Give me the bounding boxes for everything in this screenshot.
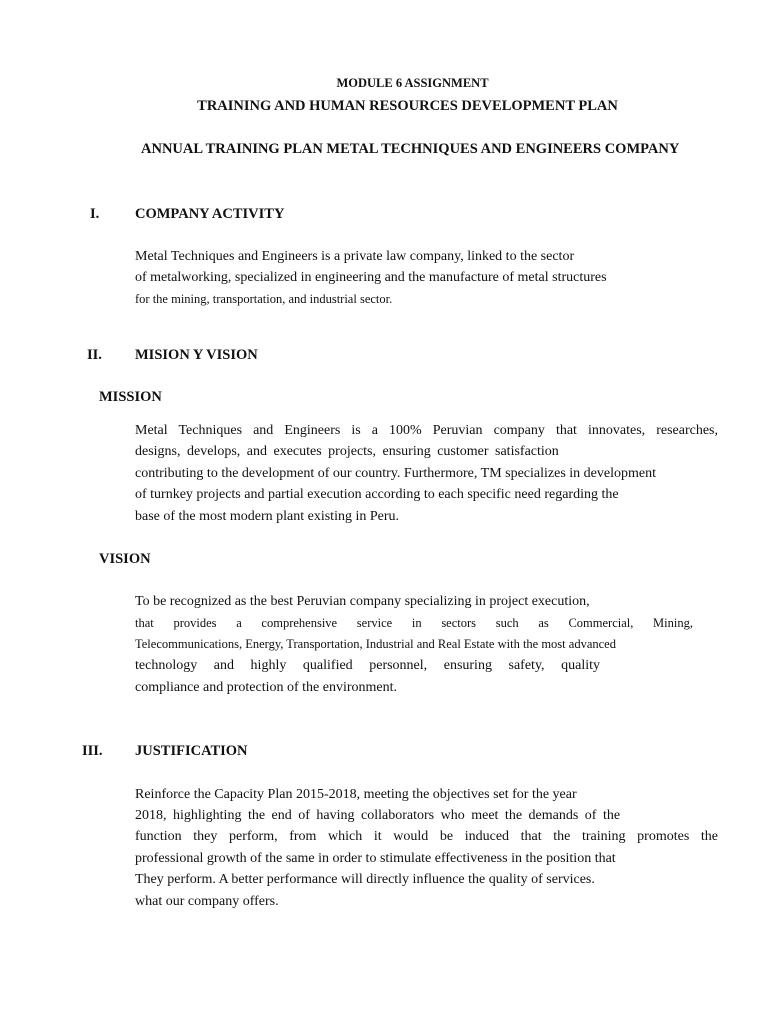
section-heading-mision-vision: MISION Y VISION [135, 347, 258, 363]
paragraph-line: of turnkey projects and partial execution according to each specific need regarding the [135, 487, 619, 502]
paragraph-line: designs, develops, and executes projects, ensuring customer satisfaction [135, 444, 559, 459]
paragraph-line: compliance and protection of the environment. [135, 680, 398, 695]
paragraph-line: of metalworking, specialized in engineering and the manufacture of metal structures [135, 270, 607, 285]
paragraph-line: They perform. A better performance will directly influence the quality of services. [135, 872, 595, 887]
document-title: TRAINING AND HUMAN RESOURCES DEVELOPMENT PLAN [197, 98, 618, 114]
section-heading-company-activity: COMPANY ACTIVITY [135, 206, 285, 222]
section-heading-justification: JUSTIFICATION [135, 743, 248, 759]
paragraph-line: base of the most modern plant existing in Peru. [135, 509, 400, 524]
document-subtitle: ANNUAL TRAINING PLAN METAL TECHNIQUES AND ENGINEERS COMPANY [141, 141, 680, 157]
paragraph-line: for the mining, transportation, and industrial sector. [135, 292, 393, 306]
subheading-vision: VISION [99, 551, 151, 567]
module-label: MODULE 6 ASSIGNMENT [336, 76, 489, 90]
paragraph-line: contributing to the development of our country. Furthermore, TM specializes in development [135, 466, 656, 481]
paragraph-line: Metal Techniques and Engineers is a 100% Peruvian company that innovates, researches, [135, 423, 718, 438]
paragraph-line: professional growth of the same in order to stimulate effectiveness in the position that [135, 851, 616, 866]
paragraph-line: what our company offers. [135, 894, 279, 909]
paragraph-line: 2018, highlighting the end of having collaborators who meet the demands of the [135, 808, 621, 823]
section-number-1: I. [90, 206, 100, 222]
subheading-mission: MISSION [99, 389, 162, 405]
paragraph-line: Reinforce the Capacity Plan 2015-2018, meeting the objectives set for the year [135, 787, 577, 802]
section-number-2: II. [87, 347, 102, 363]
paragraph-line: function they perform, from which it would be induced that the training promotes the [135, 829, 718, 844]
paragraph-line: technology and highly qualified personnel, ensuring safety, quality [135, 658, 600, 673]
paragraph-line: Telecommunications, Energy, Transportation, Industrial and Real Estate with the most advanced [135, 637, 616, 651]
paragraph-line: To be recognized as the best Peruvian company specializing in project execution, [135, 594, 590, 609]
paragraph-line: that provides a comprehensive service in sectors such as Commercial, Mining, [135, 616, 693, 630]
paragraph-line: Metal Techniques and Engineers is a private law company, linked to the sector [135, 249, 575, 264]
section-number-3: III. [82, 743, 103, 759]
